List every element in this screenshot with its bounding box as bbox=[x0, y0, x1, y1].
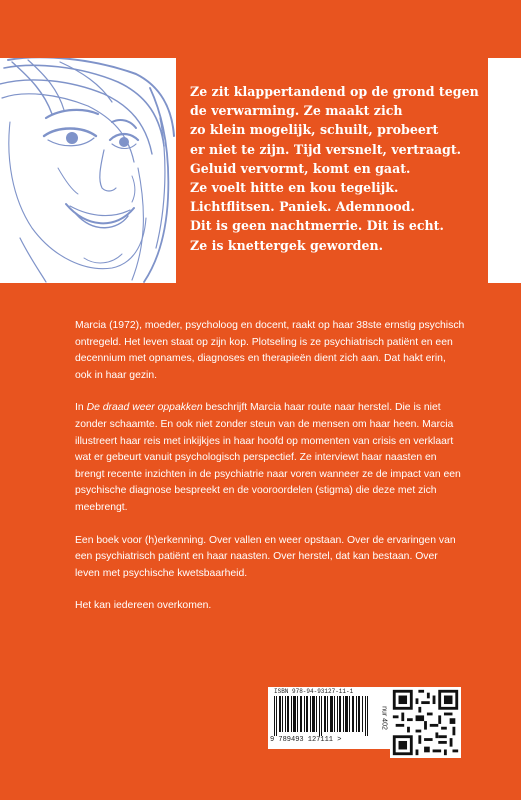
quote-block bbox=[176, 58, 488, 283]
blurb-text bbox=[75, 318, 465, 631]
author-portrait-sketch bbox=[0, 58, 176, 283]
qr-code-pattern bbox=[390, 687, 461, 758]
blurb-paragraph-book bbox=[75, 400, 465, 516]
blurb-paragraph-intro: Marcia (1972), moeder, psycholoog en docent, raakt op haar 38ste ernstig psychisch ontregeld. Het leven staat op zijn kop. Plotseling is ze psychiatrisch patiënt en een decennium met opnames, diagnoses en therapieën dient zich aan. Dat hakt erin, ook in haar gezin. bbox=[75, 320, 465, 381]
qr-code bbox=[390, 687, 461, 758]
quote-line: de verwarming. Ze maakt zich bbox=[190, 103, 403, 119]
quote-line: Geluid vervormt, komt en gaat. bbox=[190, 160, 411, 176]
blurb-rest: beschrijft Marcia haar route naar herstel. Die is niet zonder schaamte. En ook niet zonder steun van de mensen om haar heen. Marcia illustreert haar reis met inkijkjes in haar hoofd op momenten van crisis en verklaart wat er gebeurt vanuit psychologisch perspectief. Ze interviewt haar naasten en brengt recente inzichten in de psychiatrie naar voren wanneer ze de impact van een psychische diagnose bespreekt en de vooroordelen (stigma) die deze met zich meebrengt. bbox=[75, 402, 461, 513]
quote-line: Dit is geen nachtmerrie. Dit is echt. bbox=[190, 218, 444, 234]
portrait-drawing bbox=[0, 58, 176, 283]
barcode-digits: 9 789493 127111 > bbox=[270, 736, 342, 744]
quote-line: Ze zit klappertandend op de grond tegen bbox=[190, 84, 479, 99]
quote-line: er niet te zijn. Tijd versnelt, vertraagt. bbox=[190, 141, 462, 157]
quote-line: Ze is knettergek geworden. bbox=[190, 237, 384, 253]
isbn-label: ISBN 978-94-93127-11-1 bbox=[274, 688, 354, 695]
quote-line: Ze voelt hitte en kou tegelijk. bbox=[190, 180, 399, 196]
nur-code-box bbox=[377, 687, 390, 749]
blurb-paragraph-summary: Een boek voor (h)erkenning. Over vallen en weer opstaan. Over de ervaringen van een psychiatrisch patiënt en haar naasten. Over herstel, dat kan bestaan. Over leven met psychische kwetsbaarheid. bbox=[75, 534, 456, 579]
book-title: De draad weer oppakken bbox=[86, 402, 203, 414]
barcode-bars bbox=[274, 696, 371, 736]
quote-line: zo klein mogelijk, schuilt, probeert bbox=[190, 122, 439, 138]
isbn-barcode bbox=[268, 687, 377, 749]
quote-line: Lichtflitsen. Paniek. Ademnood. bbox=[190, 199, 415, 215]
blurb-paragraph-closing: Het kan iedereen overkomen. bbox=[75, 600, 212, 612]
nur-code: nur 402 bbox=[380, 706, 388, 730]
blurb-prefix: In bbox=[75, 402, 87, 414]
